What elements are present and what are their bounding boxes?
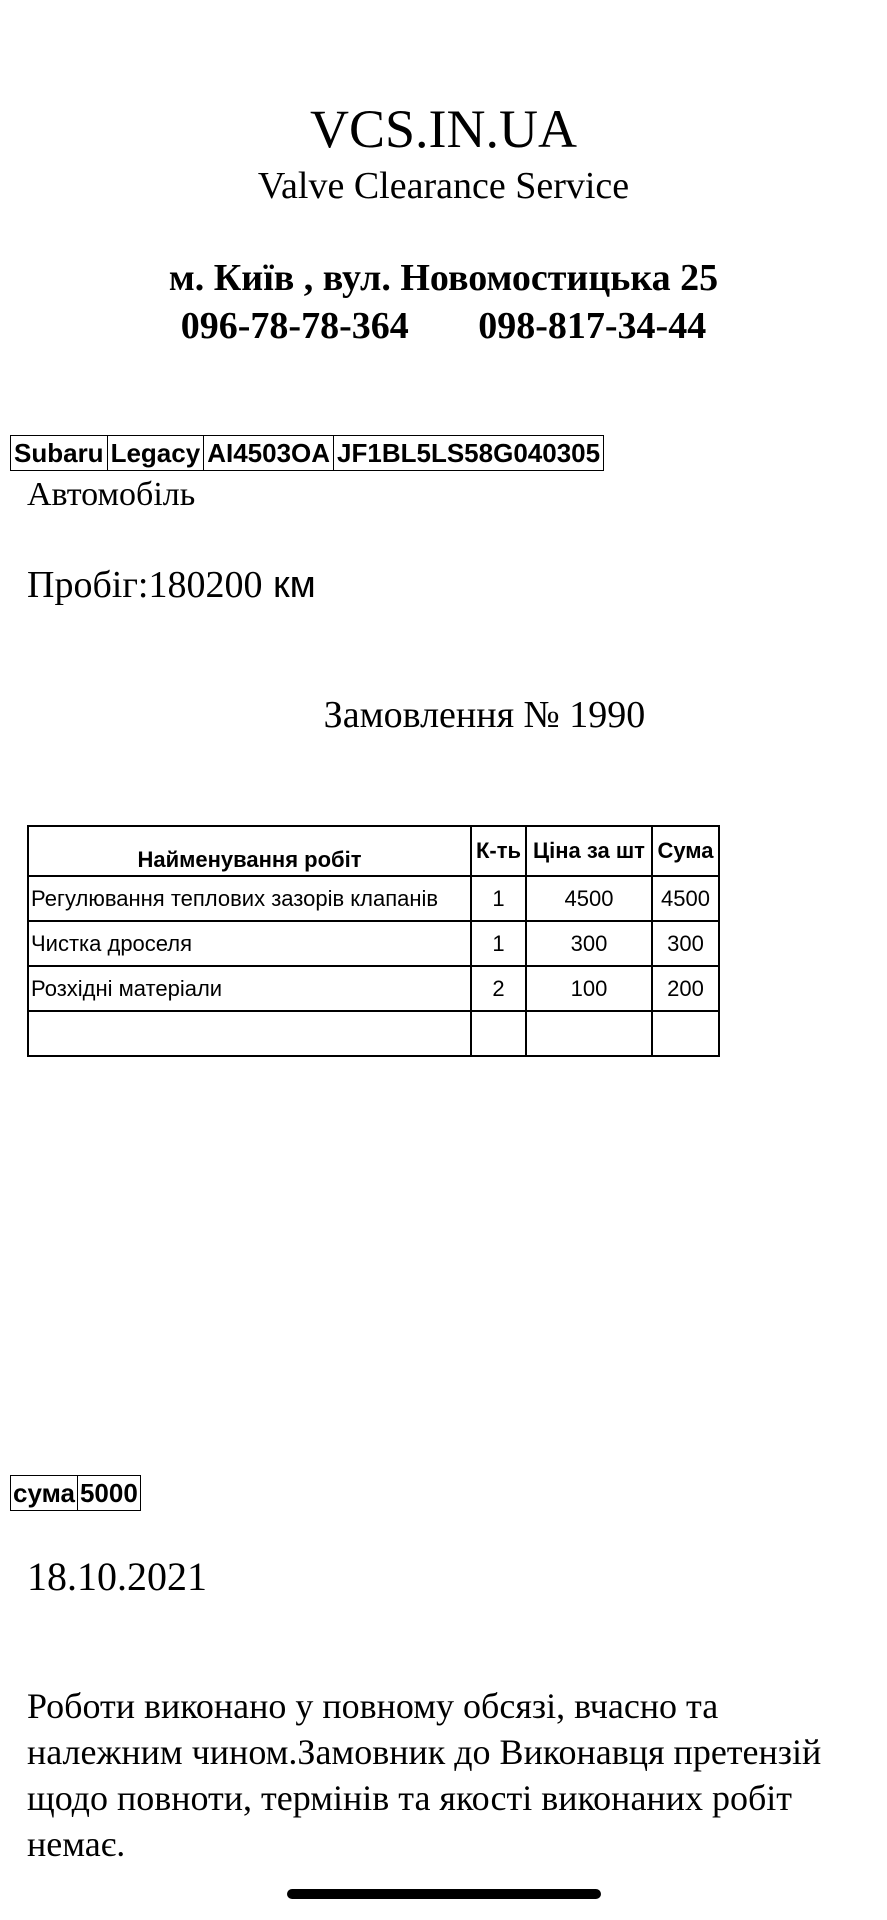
mileage-unit: км [262,564,316,606]
statement-line: Роботи виконано у повному обсязі, вчасно та [27,1686,719,1726]
row-price: 4500 [526,876,652,921]
table-row [28,876,719,921]
total-label: сума [11,1476,78,1510]
statement-line: немає. [27,1824,126,1864]
mileage-value: 180200 [148,564,263,606]
table-row [28,966,719,1011]
vehicle-label: Автомобіль [27,476,196,513]
row-qty: 1 [471,876,526,921]
row-sum: 4500 [652,876,719,921]
row-sum: 200 [652,966,719,1011]
home-indicator[interactable] [287,1889,601,1899]
row-name [28,1011,471,1056]
vehicle-info-boxes [10,435,604,471]
header-price: Ціна за шт [526,826,652,876]
mileage [27,562,316,608]
vehicle-model: Legacy [108,436,205,470]
row-price: 100 [526,966,652,1011]
order-title: Замовлення № 1990 [323,694,646,736]
document-date: 18.10.2021 [27,1554,207,1599]
row-name: Регулювання теплових зазорів клапанів [28,876,471,921]
total-value: 5000 [79,1478,138,1508]
row-name: Розхідні матеріали [28,966,471,1011]
row-qty: 1 [471,921,526,966]
row-price [526,1011,652,1056]
table-header-row [28,826,719,876]
phone-numbers [0,303,887,349]
header-sum: Сума [652,826,719,876]
phone-2: 098-817-34-44 [478,305,707,347]
vehicle-plate: AI4503OA [204,436,334,470]
row-qty: 2 [471,966,526,1011]
table-row [28,921,719,966]
total-boxes [10,1475,141,1511]
row-sum [652,1011,719,1056]
completion-statement [27,1683,887,1867]
brand-title: VCS.IN.UA [309,99,578,159]
address: м. Київ , вул. Новомостицька 25 [168,257,719,299]
statement-line: належним чином.Замовник до Виконавця претензій [27,1732,822,1772]
row-price: 300 [526,921,652,966]
vehicle-make: Subaru [11,436,108,470]
vehicle-vin: JF1BL5LS58G040305 [337,438,601,468]
statement-line: щодо повноти, термінів та якості виконаних робіт [27,1778,792,1818]
header-qty: К-ть [471,826,526,876]
header-name: Найменування робіт [28,826,471,876]
table-row-empty [28,1011,719,1056]
phone-1: 096-78-78-364 [180,305,409,347]
row-sum: 300 [652,921,719,966]
mileage-label: Пробіг: [27,564,149,606]
brand-subtitle: Valve Clearance Service [257,165,630,207]
row-qty [471,1011,526,1056]
works-table [27,825,720,1057]
row-name: Чистка дроселя [28,921,471,966]
